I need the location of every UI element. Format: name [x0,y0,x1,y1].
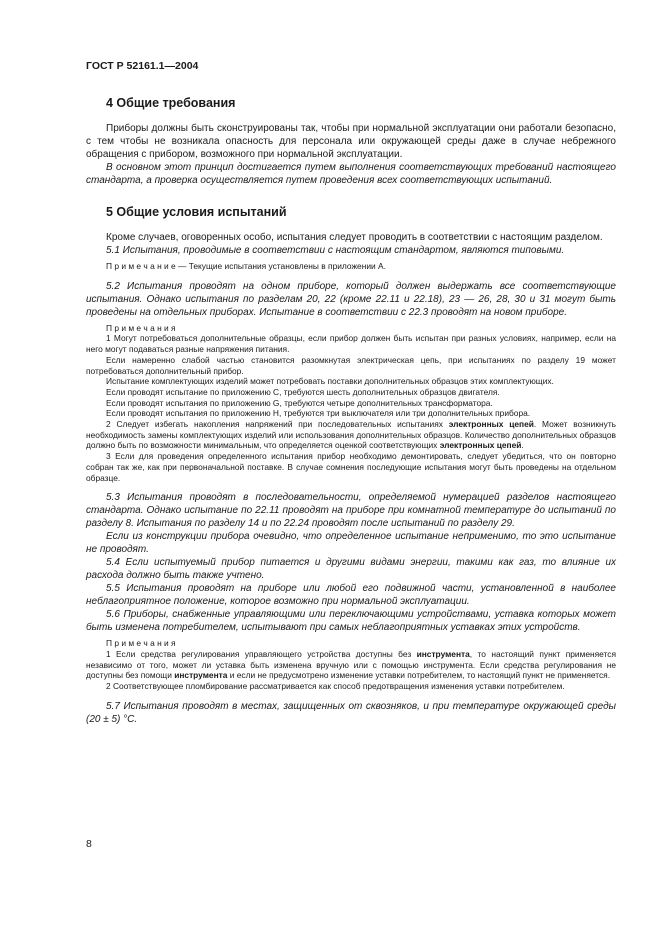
page-content [86,96,616,726]
clause-5-3: 5.3 Испытания проводят в последовательности, определяемой нумерацией разделов настоящего стандарта. Однако испытание по 22.11 проводят на приборе при комнатной температуре до испытаний по разделу 8. Испытания по разделу 14 и по 22.24 проводят после испытаний по разделу 29. [86,492,616,530]
clause-5-7: 5.7 Испытания проводят в местах, защищенных от сквозняков, и при температуре окружающей среды (20 ± 5) °С. [86,700,616,725]
note-b-1-end: и если не предусмотрено изменение уставки потребителем, то настоящий пункт не применяется. [227,670,611,681]
term-tool: инструмента [174,670,228,681]
note-a-2-end: . [521,440,524,451]
clause-5-1: 5.1 Испытания, проводимые в соответствии с настоящим стандартом, являются типовыми. [106,245,565,256]
note-a-3: 3 Если для проведения определенного испытания прибор необходимо демонтировать, следует убедиться, что он повторно собран так же, как при первоначальной поставке. В случае сомнения последующие испытания могут быть проведены на отдельном образце. [86,451,616,483]
section-5-intro: Кроме случаев, оговоренных особо, испытания следует проводить в соответствии с настоящим разделом. [106,232,603,243]
note-a-2-text: 2 Следует избегать накопления напряжений при последовательных испытаниях [106,419,449,430]
clause-5-3b: Если из конструкции прибора очевидно, что определенное испытание неприменимо, то это испытание не проводят. [86,531,616,556]
clause-5-4: 5.4 Если испытуемый прибор питается и другими видами энергии, такими как газ, то влияние их расхода должно быть также учтено. [86,557,616,582]
section-4-paragraph-1: Приборы должны быть сконструированы так, чтобы при нормальной эксплуатации они работали безопасно, с тем чтобы не возникала опасность для персонала или окружающей среды даже в случае небрежного обращения с прибором, возможного при нормальной эксплуатации. [86,123,616,160]
term-electronic-circuits: электронных цепей [448,419,534,430]
note-b-1-text-2: , то настоящий пункт применяется независимо от того, может ли уставка быть изменена вручную или с помощью инструмента. Если средства регулирования не доступны без помощи [86,648,616,681]
note-b-1 [86,649,616,681]
note-b-2: 2 Соответствующее пломбирование рассматривается как способ предотвращения изменения уставки потребителем. [106,681,565,692]
note-label: П р и м е ч а н и е [106,261,176,271]
note-a-1b: Если намеренно слабой частью становится разомкнутая электрическая цепь, при испытаниях по разделу 19 может потребоваться дополнительный прибор. [86,354,616,376]
term-electronic-circuits: электронных цепей [439,440,522,451]
note-text: — Текущие испытания установлены в приложении А. [175,261,386,271]
note-single [86,261,616,272]
note-a-1c: Испытание комплектующих изделий может потребовать поставки дополнительных образцов этих комплектующих. [106,376,554,387]
page-number: 8 [86,838,92,850]
note-a-2 [86,419,616,451]
note-b-1-text: 1 Если средства регулирования управляющего устройства доступны без [106,648,417,659]
clause-5-6: 5.6 Приборы, снабженные управляющими или переключающими устройствами, уставка которых может быть изменена потребителем, испытывают при самых неблагоприятных уставках этих устройств. [86,609,616,634]
note-a-1d: Если проводят испытание по приложению С, требуются шесть дополнительных образцов двигателя. [106,386,500,397]
note-a-1e: Если проводят испытания по приложению G, требуются четыре дополнительных трансформатора. [106,397,493,408]
note-a-1: 1 Могут потребоваться дополнительные образцы, если прибор должен быть испытан при разных условиях, например, если на него могут подаваться разные напряжения питания. [86,333,616,355]
term-tool: инструмента [416,648,470,659]
standard-code: ГОСТ Р 52161.1—2004 [86,60,199,72]
note-a-2-text-2: . Может возникнуть необходимость замены комплектующих изделий или использования дополнительных образцов. Количество дополнительных образцов должно быть по возможности минимальным, что определяется оценкой соответствующих [86,419,617,451]
section-5-title: 5 Общие условия испытаний [106,205,287,219]
notes-b-title: П р и м е ч а н и я [106,638,176,649]
clause-5-5: 5.5 Испытания проводят на приборе или любой его подвижной части, установленной в наиболее неблагоприятное положение, которое возможно при нормальной эксплуатации. [86,583,616,608]
note-a-1f: Если проводят испытания по приложению Н, требуются три выключателя или три дополнительных прибора. [106,408,531,419]
section-4-title: 4 Общие требования [106,96,236,110]
notes-a-title: П р и м е ч а н и я [106,322,176,333]
clause-5-2: 5.2 Испытания проводят на одном приборе, который должен выдержать все соответствующие испытания. Однако испытания по разделам 20, 22 (кроме 22.11 и 22.18), 23 — 26, 28, 30 и 31 могут быть проведены на отдельных приборах. Испытание в соответствии с 22.3 проводят на новом приборе. [86,280,616,318]
section-4-paragraph-2: В основном этот принцип достигается путем выполнения соответствующих требований настоящего стандарта, а проверка осуществляется путем проведения всех соответствующих испытаний. [86,162,616,186]
